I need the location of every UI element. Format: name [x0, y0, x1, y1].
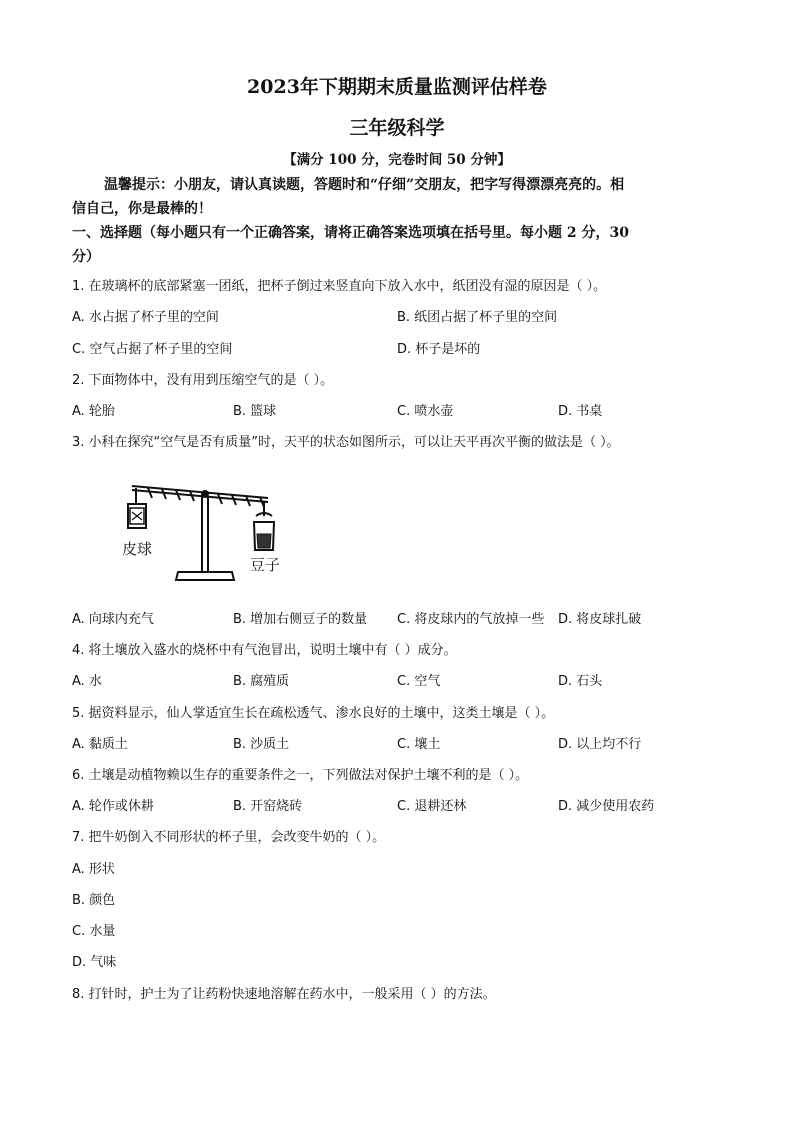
- q1-option-d: D. 杯子是坏的: [397, 342, 481, 357]
- q7-option-c: C. 水量: [72, 924, 116, 939]
- q4-option-c: C. 空气: [397, 674, 441, 689]
- q6-option-d: D. 减少使用农药: [558, 799, 655, 814]
- score-info: 【满分 100 分，完卷时间 50 分钟】: [283, 152, 511, 168]
- q5-option-b: B. 沙质土: [233, 737, 290, 752]
- q1-option-b: B. 纸团占据了杯子里的空间: [397, 310, 558, 325]
- q5-option-d: D. 以上均不行: [558, 737, 642, 752]
- q4-option-d: D. 石头: [558, 674, 603, 689]
- question-1: 1. 在玻璃杯的底部紧塞一团纸，把杯子倒过来竖直向下放入水中，纸团没有湿的原因是（ ）。: [72, 279, 607, 294]
- q2-option-d: D. 书桌: [558, 404, 603, 419]
- question-8: 8. 打针时，护士为了让药粉快速地溶解在药水中，一般采用（ ）的方法。: [72, 987, 496, 1002]
- q6-option-a: A. 轮作或休耕: [72, 799, 154, 814]
- q1-option-c: C. 空气占据了杯子里的空间: [72, 342, 233, 357]
- q2-option-a: A. 轮胎: [72, 404, 115, 419]
- q4-option-a: A. 水: [72, 674, 102, 689]
- q3-option-c: C. 将皮球内的气放掉一些: [397, 612, 545, 627]
- page-title: 2023年下期期末质量监测评估样卷: [247, 76, 547, 98]
- q7-option-d: D. 气味: [72, 955, 117, 970]
- q3-option-b: B. 增加右侧豆子的数量: [233, 612, 368, 627]
- q5-option-c: C. 壤土: [397, 737, 441, 752]
- q2-option-c: C. 喷水壶: [397, 404, 454, 419]
- q6-option-c: C. 退耕还林: [397, 799, 467, 814]
- question-6: 6. 土壤是动植物赖以生存的重要条件之一，下列做法对保护土壤不利的是（ ）。: [72, 768, 529, 783]
- question-2: 2. 下面物体中，没有用到压缩空气的是（ ）。: [72, 373, 334, 388]
- balance-scale-icon: [118, 476, 308, 594]
- balance-scale-figure: [118, 476, 308, 594]
- q2-option-b: B. 篮球: [233, 404, 277, 419]
- tip-line-1: 温馨提示：小朋友，请认真读题，答题时和“仔细”交朋友，把字写得漂漂亮亮的。相: [104, 177, 625, 193]
- q3-option-d: D. 将皮球扎破: [558, 612, 642, 627]
- question-5: 5. 据资料显示，仙人掌适宜生长在疏松透气、渗水良好的土壤中，这类土壤是（ ）。: [72, 706, 555, 721]
- q4-option-b: B. 腐殖质: [233, 674, 290, 689]
- tip-line-2: 信自己，你是最棒的！: [72, 201, 212, 217]
- question-7: 7. 把牛奶倒入不同形状的杯子里，会改变牛奶的（ ）。: [72, 830, 386, 845]
- question-4: 4. 将土壤放入盛水的烧杯中有气泡冒出，说明土壤中有（ ）成分。: [72, 643, 457, 658]
- page-subtitle: 三年级科学: [349, 117, 445, 139]
- q1-option-a: A. 水占据了杯子里的空间: [72, 310, 219, 325]
- figure-left-label: 皮球: [122, 540, 153, 558]
- q5-option-a: A. 黏质土: [72, 737, 128, 752]
- section-heading-line-2: 分）: [72, 249, 100, 265]
- q3-option-a: A. 向球内充气: [72, 612, 154, 627]
- q7-option-b: B. 颜色: [72, 893, 116, 908]
- section-heading-line-1: 一、选择题（每小题只有一个正确答案，请将正确答案选项填在括号里。每小题 2 分，30: [72, 225, 629, 241]
- figure-right-label: 豆子: [250, 556, 281, 574]
- question-3: 3. 小科在探究“空气是否有质量”时，天平的状态如图所示，可以让天平再次平衡的做法是（ ）。: [72, 435, 620, 450]
- q7-option-a: A. 形状: [72, 862, 115, 877]
- q6-option-b: B. 开窑烧砖: [233, 799, 303, 814]
